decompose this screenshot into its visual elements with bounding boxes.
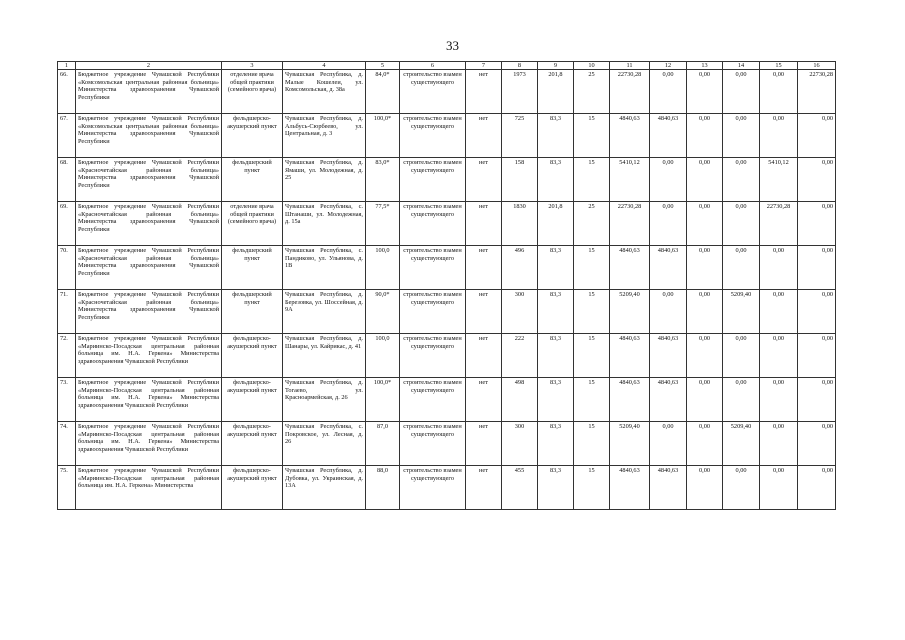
col-15: 0,00: [760, 334, 798, 378]
col-16: 0,00: [798, 334, 836, 378]
col-13: 0,00: [687, 466, 723, 510]
unit-type: фельдшерский пункт: [222, 158, 283, 202]
address: Чувашская Республика, с. Штанаши, ул. Молодежная, д. 15а: [283, 202, 366, 246]
col-16: 0,00: [798, 246, 836, 290]
col-11: 4840,63: [610, 246, 650, 290]
unit-type: фельдшерско-акушерский пункт: [222, 334, 283, 378]
institution-name: Бюджетное учреждение Чувашской Республики «Мариинско-Посадская центральная районная больница им. Н.А. Геркена» Министерства здравоохранения Чувашской Республики: [76, 378, 222, 422]
planned-action: строительство взамен существующего: [400, 158, 466, 202]
column-number: 3: [222, 62, 283, 70]
address: Чувашская Республика, д. Малые Кошелеи, ул. Комсомольская, д. 38а: [283, 70, 366, 114]
col-14: 0,00: [723, 246, 760, 290]
row-number: 70.: [58, 246, 76, 290]
col-16: 0,00: [798, 466, 836, 510]
col-16: 0,00: [798, 158, 836, 202]
table-row: [58, 202, 836, 246]
col-15: 0,00: [760, 246, 798, 290]
table-row: [58, 70, 836, 114]
col-7: нет: [466, 202, 502, 246]
col-7: нет: [466, 422, 502, 466]
col-12: 4840,63: [650, 466, 687, 510]
table-row: [58, 466, 836, 510]
row-number: 66.: [58, 70, 76, 114]
column-number: 15: [760, 62, 798, 70]
col-12: 4840,63: [650, 334, 687, 378]
col-9: 83,3: [538, 466, 574, 510]
col-14: 0,00: [723, 334, 760, 378]
table-row: [58, 334, 836, 378]
col-8: 300: [502, 290, 538, 334]
col-14: 5209,40: [723, 290, 760, 334]
wear-percent: 100,0*: [366, 114, 400, 158]
table-row: [58, 422, 836, 466]
column-number: 1: [58, 62, 76, 70]
col-16: 0,00: [798, 202, 836, 246]
col-8: 1830: [502, 202, 538, 246]
wear-percent: 100,0: [366, 334, 400, 378]
col-15: 5410,12: [760, 158, 798, 202]
col-11: 4840,63: [610, 334, 650, 378]
col-10: 25: [574, 70, 610, 114]
col-10: 15: [574, 334, 610, 378]
col-9: 83,3: [538, 422, 574, 466]
row-number: 74.: [58, 422, 76, 466]
col-14: 0,00: [723, 114, 760, 158]
col-8: 300: [502, 422, 538, 466]
col-15: 0,00: [760, 290, 798, 334]
col-9: 83,3: [538, 290, 574, 334]
planned-action: строительство взамен существующего: [400, 114, 466, 158]
col-15: 0,00: [760, 466, 798, 510]
col-8: 496: [502, 246, 538, 290]
col-9: 83,3: [538, 114, 574, 158]
row-number: 69.: [58, 202, 76, 246]
col-12: 0,00: [650, 70, 687, 114]
col-8: 158: [502, 158, 538, 202]
table-row: [58, 246, 836, 290]
column-number: 10: [574, 62, 610, 70]
col-8: 498: [502, 378, 538, 422]
col-15: 22730,28: [760, 202, 798, 246]
column-number: 7: [466, 62, 502, 70]
col-15: 0,00: [760, 70, 798, 114]
col-10: 15: [574, 466, 610, 510]
col-16: 0,00: [798, 378, 836, 422]
row-number: 73.: [58, 378, 76, 422]
col-9: 83,3: [538, 334, 574, 378]
col-9: 83,3: [538, 158, 574, 202]
column-number: 5: [366, 62, 400, 70]
col-13: 0,00: [687, 202, 723, 246]
unit-type: фельдшерско-акушерский пункт: [222, 422, 283, 466]
column-number: 4: [283, 62, 366, 70]
column-number: 8: [502, 62, 538, 70]
institution-name: Бюджетное учреждение Чувашской Республики «Красночетайская районная больница» Министерства здравоохранения Чувашской Республики: [76, 246, 222, 290]
institution-name: Бюджетное учреждение Чувашской Республики «Мариинско-Посадская центральная районная больница им. Н.А. Геркена» Министерства: [76, 466, 222, 510]
col-12: 0,00: [650, 290, 687, 334]
col-15: 0,00: [760, 422, 798, 466]
address: Чувашская Республика, д. Шанары, ул. Кайрикас, д. 41: [283, 334, 366, 378]
address: Чувашская Республика, д. Дубовка, ул. Украинская, д. 13А: [283, 466, 366, 510]
wear-percent: 100,0: [366, 246, 400, 290]
col-11: 4840,63: [610, 378, 650, 422]
col-12: 0,00: [650, 202, 687, 246]
col-11: 4840,63: [610, 114, 650, 158]
col-8: 725: [502, 114, 538, 158]
unit-type: фельдшерско-акушерский пункт: [222, 378, 283, 422]
col-10: 15: [574, 290, 610, 334]
col-10: 15: [574, 422, 610, 466]
col-9: 201,8: [538, 202, 574, 246]
column-number: 16: [798, 62, 836, 70]
col-11: 22730,28: [610, 70, 650, 114]
wear-percent: 88,0: [366, 466, 400, 510]
col-7: нет: [466, 70, 502, 114]
wear-percent: 90,0*: [366, 290, 400, 334]
col-12: 4840,63: [650, 114, 687, 158]
wear-percent: 87,0: [366, 422, 400, 466]
institution-name: Бюджетное учреждение Чувашской Республики «Красночетайская районная больница» Министерства здравоохранения Чувашской Республики: [76, 290, 222, 334]
column-number: 2: [76, 62, 222, 70]
unit-type: фельдшерский пункт: [222, 290, 283, 334]
wear-percent: 77,5*: [366, 202, 400, 246]
column-number: 12: [650, 62, 687, 70]
planned-action: строительство взамен существующего: [400, 70, 466, 114]
institution-name: Бюджетное учреждение Чувашской Республики «Комсомольская центральная районная больница» Министерства здравоохранения Чувашской Республики: [76, 114, 222, 158]
column-number: 9: [538, 62, 574, 70]
planned-action: строительство взамен существующего: [400, 290, 466, 334]
unit-type: отделение врача общей практики (семейного врача): [222, 202, 283, 246]
address: Чувашская Республика, д. Альбусь-Сюрбеево, ул. Центральная, д. 3: [283, 114, 366, 158]
col-10: 15: [574, 158, 610, 202]
facilities-table: [57, 61, 836, 510]
address: Чувашская Республика, д. Тогаево, ул. Красноармейская, д. 26: [283, 378, 366, 422]
col-9: 83,3: [538, 246, 574, 290]
institution-name: Бюджетное учреждение Чувашской Республики «Мариинско-Посадская центральная районная больница им. Н.А. Геркена» Министерства здравоохранения Чувашской Республики: [76, 422, 222, 466]
column-number: 6: [400, 62, 466, 70]
address: Чувашская Республика, с. Покровское, ул. Лесная, д. 26: [283, 422, 366, 466]
address: Чувашская Республика, с. Пандиково, ул. Ульянова, д. 1В: [283, 246, 366, 290]
row-number: 71.: [58, 290, 76, 334]
table-row: [58, 114, 836, 158]
planned-action: строительство взамен существующего: [400, 334, 466, 378]
col-8: 455: [502, 466, 538, 510]
col-13: 0,00: [687, 290, 723, 334]
table-row: [58, 290, 836, 334]
col-12: 4840,63: [650, 378, 687, 422]
col-14: 0,00: [723, 70, 760, 114]
institution-name: Бюджетное учреждение Чувашской Республики «Красночетайская районная больница» Министерства здравоохранения Чувашской Республики: [76, 158, 222, 202]
col-7: нет: [466, 378, 502, 422]
row-number: 72.: [58, 334, 76, 378]
col-12: 0,00: [650, 422, 687, 466]
col-13: 0,00: [687, 246, 723, 290]
unit-type: фельдшерский пункт: [222, 246, 283, 290]
col-13: 0,00: [687, 70, 723, 114]
col-11: 5209,40: [610, 422, 650, 466]
address: Чувашская Республика, д. Ямаши, ул. Молодежная, д. 25: [283, 158, 366, 202]
table-body: [58, 62, 836, 510]
col-7: нет: [466, 466, 502, 510]
col-11: 4840,63: [610, 466, 650, 510]
column-number: 11: [610, 62, 650, 70]
col-10: 15: [574, 114, 610, 158]
col-9: 201,8: [538, 70, 574, 114]
unit-type: отделение врача общей практики (семейного врача): [222, 70, 283, 114]
institution-name: Бюджетное учреждение Чувашской Республики «Мариинско-Посадская центральная районная больница им. Н.А. Геркена» Министерства здравоохранения Чувашской Республики: [76, 334, 222, 378]
row-number: 67.: [58, 114, 76, 158]
col-7: нет: [466, 334, 502, 378]
wear-percent: 83,0*: [366, 158, 400, 202]
col-11: 22730,28: [610, 202, 650, 246]
col-13: 0,00: [687, 114, 723, 158]
table-row: [58, 158, 836, 202]
address: Чувашская Республика, д. Березовка, ул. Шоссейная, д. 9А: [283, 290, 366, 334]
col-10: 15: [574, 378, 610, 422]
col-7: нет: [466, 158, 502, 202]
col-10: 25: [574, 202, 610, 246]
table-row: [58, 378, 836, 422]
col-11: 5410,12: [610, 158, 650, 202]
wear-percent: 100,0*: [366, 378, 400, 422]
col-11: 5209,40: [610, 290, 650, 334]
column-number: 13: [687, 62, 723, 70]
column-number-row: [58, 62, 836, 70]
unit-type: фельдшерско-акушерский пункт: [222, 466, 283, 510]
col-12: 0,00: [650, 158, 687, 202]
col-16: 0,00: [798, 290, 836, 334]
page-number: 33: [446, 38, 459, 53]
column-number: 14: [723, 62, 760, 70]
col-15: 0,00: [760, 378, 798, 422]
col-12: 4840,63: [650, 246, 687, 290]
institution-name: Бюджетное учреждение Чувашской Республики «Красночетайская районная больница» Министерства здравоохранения Чувашской Республики: [76, 202, 222, 246]
planned-action: строительство взамен существующего: [400, 466, 466, 510]
col-14: 0,00: [723, 158, 760, 202]
col-7: нет: [466, 114, 502, 158]
col-10: 15: [574, 246, 610, 290]
col-16: 22730,28: [798, 70, 836, 114]
col-16: 0,00: [798, 114, 836, 158]
col-13: 0,00: [687, 158, 723, 202]
row-number: 75.: [58, 466, 76, 510]
col-9: 83,3: [538, 378, 574, 422]
col-7: нет: [466, 246, 502, 290]
institution-name: Бюджетное учреждение Чувашской Республики «Комсомольская центральная районная больница» Министерства здравоохранения Чувашской Республики: [76, 70, 222, 114]
col-13: 0,00: [687, 378, 723, 422]
col-13: 0,00: [687, 422, 723, 466]
col-15: 0,00: [760, 114, 798, 158]
col-8: 222: [502, 334, 538, 378]
col-13: 0,00: [687, 334, 723, 378]
planned-action: строительство взамен существующего: [400, 422, 466, 466]
planned-action: строительство взамен существующего: [400, 246, 466, 290]
row-number: 68.: [58, 158, 76, 202]
wear-percent: 84,0*: [366, 70, 400, 114]
planned-action: строительство взамен существующего: [400, 378, 466, 422]
unit-type: фельдшерско-акушерский пункт: [222, 114, 283, 158]
col-8: 1973: [502, 70, 538, 114]
col-7: нет: [466, 290, 502, 334]
col-16: 0,00: [798, 422, 836, 466]
col-14: 0,00: [723, 378, 760, 422]
col-14: 0,00: [723, 466, 760, 510]
col-14: 0,00: [723, 202, 760, 246]
col-14: 5209,40: [723, 422, 760, 466]
planned-action: строительство взамен существующего: [400, 202, 466, 246]
